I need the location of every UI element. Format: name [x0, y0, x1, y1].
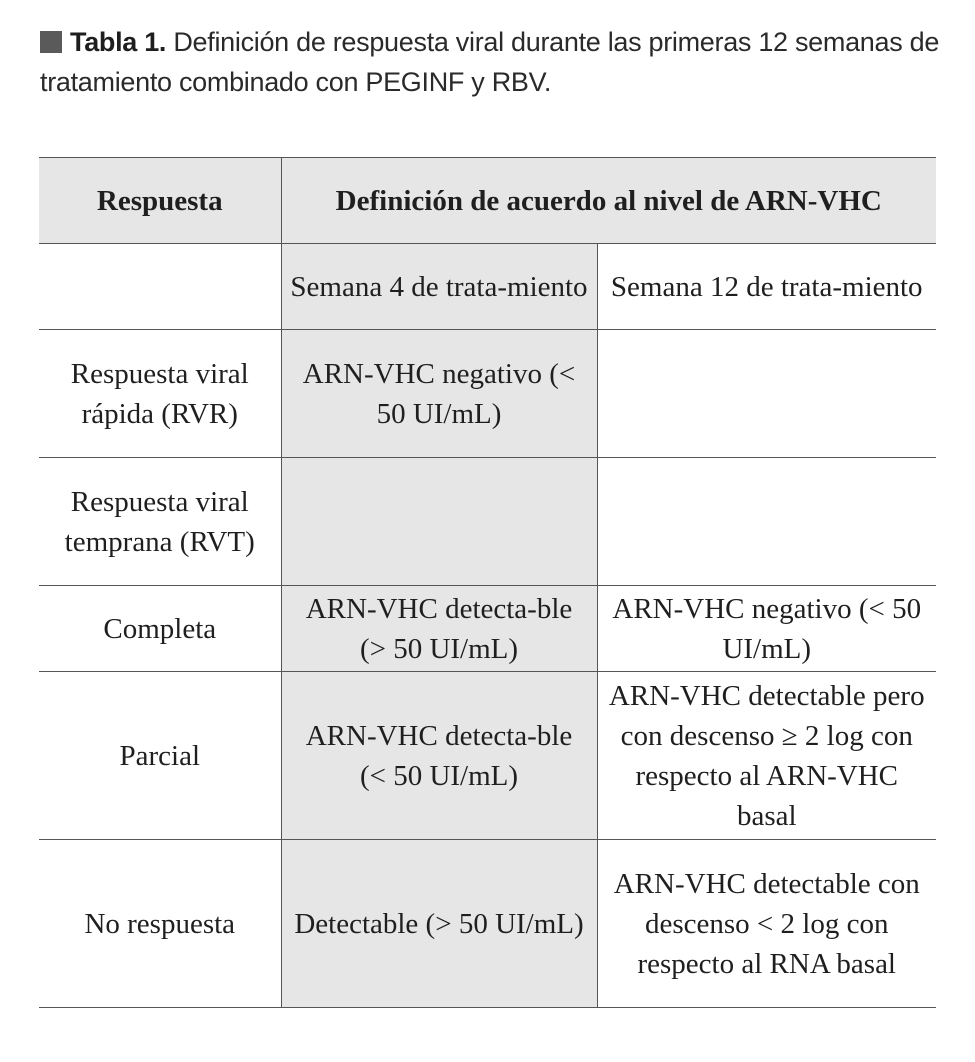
table-row: [39, 330, 936, 458]
header-respuesta: Respuesta: [39, 158, 281, 244]
table-row: [39, 586, 936, 672]
cell-respuesta: No respuesta: [39, 840, 281, 1008]
table-row: [39, 672, 936, 840]
cell-semana4: [281, 458, 597, 586]
table-caption: [40, 22, 945, 102]
caption-text: Definición de respuesta viral durante las primeras 12 semanas de tratamiento combinado con PEGINF y RBV.: [40, 27, 940, 97]
cell-semana4: ARN-VHC detecta-ble (< 50 UI/mL): [281, 672, 597, 840]
cell-semana12: ARN-VHC negativo (< 50 UI/mL): [597, 586, 936, 672]
cell-semana12: ARN-VHC detectable pero con descenso ≥ 2 log con respecto al ARN-VHC basal: [597, 672, 936, 840]
table-header-row: [39, 158, 936, 244]
cell-semana12: [597, 330, 936, 458]
subheader-semana4: Semana 4 de trata-miento: [281, 244, 597, 330]
cell-semana4: Detectable (> 50 UI/mL): [281, 840, 597, 1008]
cell-semana4: ARN-VHC negativo (< 50 UI/mL): [281, 330, 597, 458]
header-definicion: Definición de acuerdo al nivel de ARN-VHC: [281, 158, 936, 244]
cell-semana4: ARN-VHC detecta-ble (> 50 UI/mL): [281, 586, 597, 672]
table-row: [39, 840, 936, 1008]
table-subheader-row: [39, 244, 936, 330]
cell-semana12: ARN-VHC detectable con descenso < 2 log con respecto al RNA basal: [597, 840, 936, 1008]
caption-label: Tabla 1.: [70, 27, 167, 57]
cell-respuesta: Respuesta viral rápida (RVR): [39, 330, 281, 458]
response-definition-table: [39, 157, 936, 1008]
caption-square-icon: [40, 31, 62, 53]
subheader-empty: [39, 244, 281, 330]
subheader-semana12: Semana 12 de trata-miento: [597, 244, 936, 330]
table-row: [39, 458, 936, 586]
cell-respuesta: Completa: [39, 586, 281, 672]
cell-respuesta: Parcial: [39, 672, 281, 840]
cell-semana12: [597, 458, 936, 586]
cell-respuesta: Respuesta viral temprana (RVT): [39, 458, 281, 586]
